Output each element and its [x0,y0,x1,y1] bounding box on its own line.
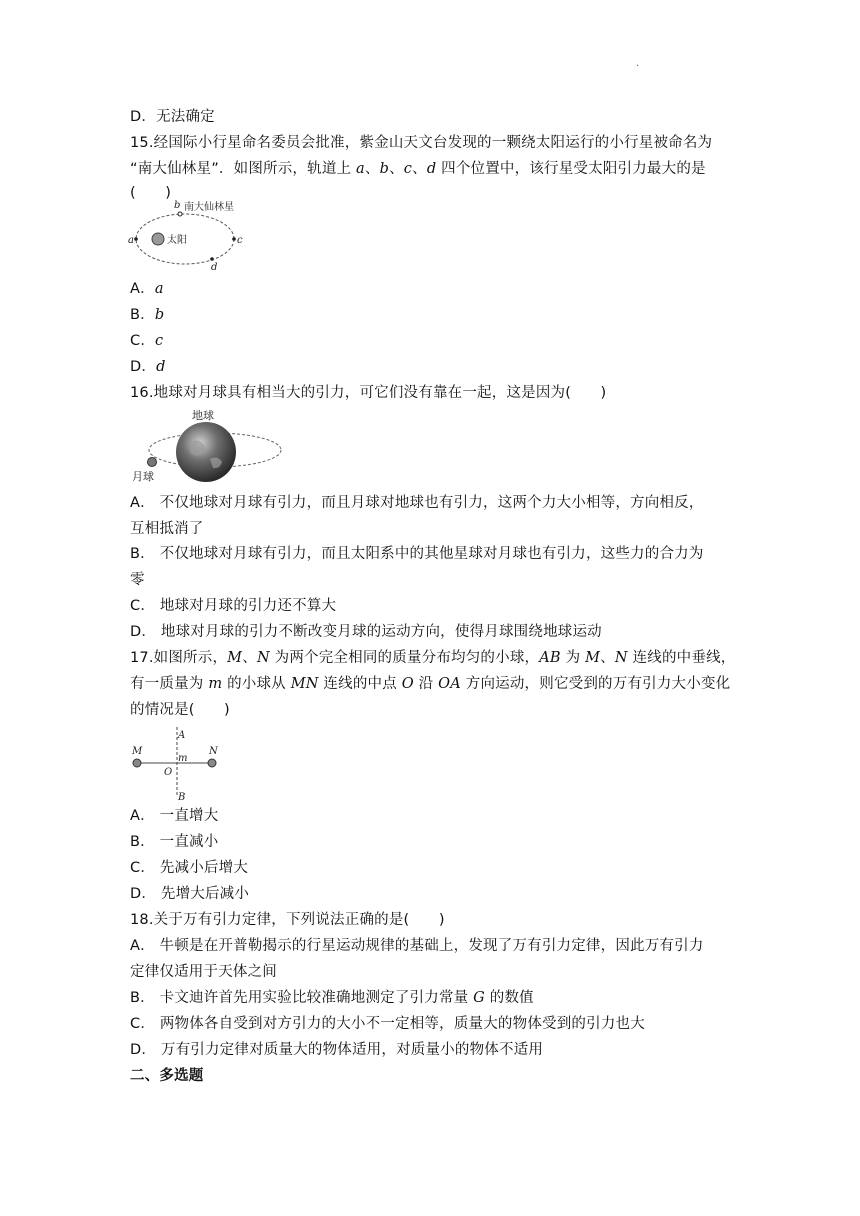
q15-stem-text: “南大仙林星”．如图所示，轨道上 [130,161,357,177]
q17-text: 为两个完全相同的质量分布均匀的小球， [269,650,540,666]
q15-option-c [130,331,163,351]
label-M: M [132,746,143,757]
point-a-marker [134,237,138,241]
header-mark: . [636,58,640,69]
q15-orbit-figure [128,198,258,272]
planet-label: 南大仙林星 [184,202,234,213]
q15-stem-line-1: 15.经国际小行星命名委员会批准，紫金山天文台发现的一颗绕太阳运行的小行星被命名为 [130,135,713,151]
ball-N-icon [208,759,216,767]
q17-text: 为 [560,650,586,666]
option-prefix: A． [130,281,155,297]
moon-label: 月球 [132,470,154,483]
q17-var-N: N [256,650,270,666]
q17-option-d: D． 先增大后减小 [130,886,250,902]
q17-var-AB: AB [539,650,561,666]
q15-pos-a: a [356,161,365,177]
option-value: b [154,307,165,323]
point-d-label: d [211,262,218,272]
q15-stem-text: 四个位置中，该行星受太阳引力最大的是 [436,161,706,177]
q17-var-M: M [227,650,243,666]
label-B: B [178,792,186,803]
q18-text: 的数值 [484,990,534,1006]
q16-option-d: D． 地球对月球的引力不断改变月球的运动方向，使得月球围绕地球运动 [130,624,602,640]
q17-var-m: m [208,676,223,692]
label-A: A [178,730,186,741]
label-N: N [209,746,218,757]
point-d-marker [210,257,214,261]
q15-option-d [130,357,166,377]
ball-M-icon [133,759,141,767]
q17-text: 、 [600,650,615,666]
q18-option-b [130,988,534,1008]
option-value: c [155,333,164,349]
option-prefix: C． [130,333,156,349]
point-c-marker [232,237,236,241]
q18-var-G: G [473,990,485,1006]
q15-pos-d: d [426,161,437,177]
q17-text: 连线的中垂线， [627,650,736,666]
q17-var-MN: MN [290,676,319,692]
point-b-label: b [174,200,181,211]
q17-stem-line-2 [130,674,730,694]
q18-option-c: C． 两物体各自受到对方引力的大小不一定相等，质量大的物体受到的引力也大 [130,1016,645,1032]
q16-earth-moon-figure [130,407,285,485]
sun-icon [152,233,164,245]
q17-text: 连线的中点 [318,676,402,692]
q18-stem: 18.关于万有引力定律，下列说法正确的是( ) [130,912,445,928]
q18-text: B． 卡文迪许首先用实验比较准确地测定了引力常量 [130,990,474,1006]
q17-text: 方向运动，则它受到的万有引力大小变化 [460,676,731,692]
q15-sep: 、 [389,161,404,177]
q16-option-a-line-2: 互相抵消了 [130,521,204,537]
q17-var-OA: OA [438,676,461,692]
option-prefix: B． [130,307,155,323]
sun-label: 太阳 [167,235,187,246]
q16-stem: 16.地球对月球具有相当大的引力，可它们没有靠在一起，这是因为( ) [130,385,607,401]
q17-text: 的小球从 [222,676,291,692]
q15-pos-b: b [379,161,390,177]
q17-mass-figure [128,723,224,803]
earth-icon [176,422,236,482]
q16-option-a-line-1: A． 不仅地球对月球有引力，而且月球对地球也有引力，这两个力大小相等，方向相反， [130,495,704,511]
q15-sep: 、 [412,161,427,177]
q16-option-b-line-1: B． 不仅地球对月球有引力，而且太阳系中的其他星球对月球也有引力，这些力的合力为 [130,546,704,562]
q17-option-a: A． 一直增大 [130,808,219,824]
q15-stem-line-3: ( ) [130,185,172,201]
q16-option-c: C． 地球对月球的引力还不算大 [130,598,337,614]
q17-text: 17.如图所示， [130,650,228,666]
q17-stem-line-1 [130,648,735,668]
planet-icon [178,212,182,216]
section-title: 二、多选题 [130,1068,204,1084]
q17-text: 有一质量为 [130,676,209,692]
option-value: d [156,359,166,375]
moon-icon [148,458,157,467]
earth-label: 地球 [192,409,214,422]
q17-stem-line-3: 的情况是( ) [130,702,230,718]
q15-stem-line-2 [130,159,706,179]
point-a-label: a [128,235,134,246]
q18-option-a-line-1: A． 牛顿是在开普勒揭示的行星运动规律的基础上，发现了万有引力定律，因此万有引力 [130,938,704,954]
q17-var-O: O [401,676,414,692]
label-m: m [178,753,188,764]
q17-var-M: M [585,650,601,666]
q15-sep: 、 [364,161,380,177]
q17-var-N: N [614,650,628,666]
option-prefix: D． [130,359,157,375]
q18-option-a-line-2: 定律仅适用于天体之间 [130,964,277,980]
q15-option-a [130,279,164,299]
q17-text: 沿 [413,676,439,692]
q17-option-b: B． 一直减小 [130,834,219,850]
option-value: a [154,281,164,297]
point-c-label: c [237,235,243,246]
q16-option-b-line-2: 零 [130,572,145,588]
q17-text: 、 [242,650,257,666]
q18-option-d: D． 万有引力定律对质量大的物体适用，对质量小的物体不适用 [130,1042,544,1058]
label-O: O [164,767,173,778]
q15-option-b [130,305,164,325]
q15-pos-c: c [403,161,413,177]
q14-option-d: D．无法确定 [130,109,215,125]
q17-option-c: C． 先减小后增大 [130,860,249,876]
